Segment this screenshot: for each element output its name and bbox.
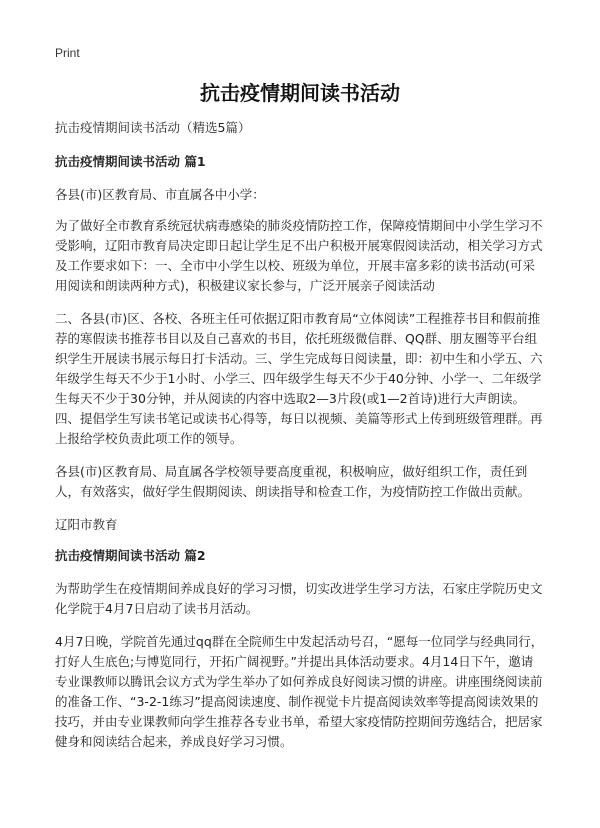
document-body: [55, 118, 545, 765]
document-subtitle: 抗击疫情期间读书活动（精选5篇）: [55, 120, 251, 135]
paragraph: 为帮助学生在疫情期间养成良好的学习习惯，切实改进学生学习方法，石家庄学院历史文化学院于4月7日启动了读书月活动。: [55, 581, 543, 616]
paragraph: 各县(市)区教育局、局直属各学校领导要高度重视，积极响应，做好组织工作，责任到人，有效落实，做好学生假期阅读、朗读指导和检查工作，为疫情防控工作做出贡献。: [55, 464, 531, 499]
print-link[interactable]: Print: [55, 46, 80, 60]
section-heading-2: 抗击疫情期间读书活动 篇2: [55, 548, 206, 563]
paragraph: 二、各县(市)区、各校、各班主任可依据辽阳市教育局“立体阅读”工程推荐书目和假前推荐的寒假读书推荐书目以及自己喜欢的书目，依托班级微信群、QQ群、朋友圈等平台组织学生开展读书展示每日打卡活动。三、学生完成每日阅读量，即：初中生和小学五、六年级学生每天不少于1小时、小学三、四年级学生每天不少于40分钟、小学一、二年级学生每天不少于30分钟，并从阅读的内容中选取2—3片段(或1—2首诗)进行大声朗读。四、提倡学生写读书笔记或读书心得等，每日以视频、美篇等形式上传到班级管理群。再上报给学校负责此项工作的领导。: [55, 311, 543, 446]
paragraph: 各县(市)区教育局、市直属各中小学：: [55, 187, 265, 202]
paragraph: 为了做好全市教育系统冠状病毒感染的肺炎疫情防控工作，保障疫情期间中小学生学习不受影响，辽阳市教育局决定即日起让学生足不出户积极开展寒假阅读活动，相关学习方式及工作要求如下：一、全市中小学生以校、班级为单位，开展丰富多彩的读书活动(可采用阅读和朗读两种方式)，积极建议家长参与，广泛开展亲子阅读活动: [55, 218, 543, 293]
paragraph: 4月7日晚，学院首先通过qq群在全院师生中发起活动号召，“愿每一位同学与经典同行，打好人生底色;与博览同行，开拓广阔视野。”并提出具体活动要求。4月14日下午，邀请专业课教师以腾讯会议方式为学生举办了如何养成良好阅读习惯的讲座。讲座围绕阅读前的准备工作、“3-2-1练习”提高阅读速度、制作视觉卡片提高阅读效率等提高阅读效果的技巧，并由专业课教师向学生推荐各专业书单，希望大家疫情防控期间劳逸结合，把居家健身和阅读结合起来，养成良好学习习惯。: [55, 634, 544, 749]
section-heading-1: 抗击疫情期间读书活动 篇1: [55, 154, 206, 169]
page-title: 抗击疫情期间读书活动: [200, 81, 400, 105]
signature: 辽阳市教育: [55, 517, 118, 532]
